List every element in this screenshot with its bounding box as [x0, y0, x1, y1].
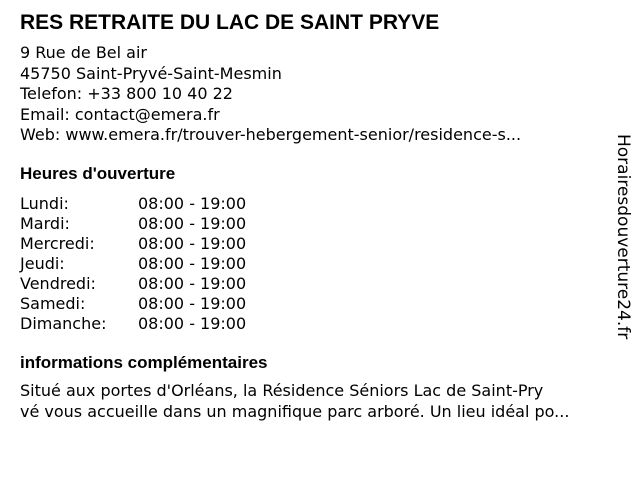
day-hours: 08:00 - 19:00: [138, 274, 247, 293]
day-label: Vendredi:: [20, 274, 96, 293]
description-line1: Situé aux portes d'Orléans, la Résidence Séniors Lac de Saint-Pry: [20, 381, 544, 400]
phone-text: Telefon: +33 800 10 40 22: [20, 84, 233, 103]
email-text: Email: contact@emera.fr: [20, 104, 220, 124]
hours-row-saturday: [20, 294, 246, 314]
hours-row-monday: [20, 194, 246, 214]
day-label: Mercredi:: [20, 234, 95, 253]
day-hours: 08:00 - 19:00: [138, 214, 247, 233]
day-hours: 08:00 - 19:00: [138, 234, 247, 253]
hours-row-wednesday: [20, 234, 246, 254]
day-hours: 08:00 - 19:00: [138, 194, 247, 213]
day-label: Dimanche:: [20, 314, 107, 333]
page-title: RES RETRAITE DU LAC DE SAINT PRYVE: [20, 11, 440, 34]
day-hours: 08:00 - 19:00: [138, 254, 247, 273]
description-text: [20, 380, 620, 422]
day-hours: 08:00 - 19:00: [138, 294, 247, 313]
description-line2: vé vous accueille dans un magnifique parc arboré. Un lieu idéal po...: [20, 402, 570, 421]
info-heading: informations complémentaires: [20, 353, 268, 372]
day-label: Lundi:: [20, 194, 69, 213]
address-line2: 45750 Saint-Pryvé-Saint-Mesmin: [20, 63, 282, 83]
contact-block: [20, 43, 521, 146]
address-line1: 9 Rue de Bel air: [20, 43, 147, 62]
opening-hours-heading: Heures d'ouverture: [20, 164, 176, 183]
brand-watermark: Horairesdouverture24.fr: [613, 134, 633, 340]
hours-row-thursday: [20, 254, 246, 274]
web-text: Web: www.emera.fr/trouver-hebergement-senior/residence-s...: [20, 125, 522, 144]
hours-row-tuesday: [20, 214, 246, 234]
day-hours: 08:00 - 19:00: [138, 314, 247, 333]
day-label: Jeudi:: [20, 254, 65, 273]
day-label: Mardi:: [20, 214, 70, 233]
opening-hours-table: [20, 194, 246, 334]
hours-row-sunday: [20, 314, 246, 334]
hours-row-friday: [20, 274, 246, 294]
day-label: Samedi:: [20, 294, 86, 313]
